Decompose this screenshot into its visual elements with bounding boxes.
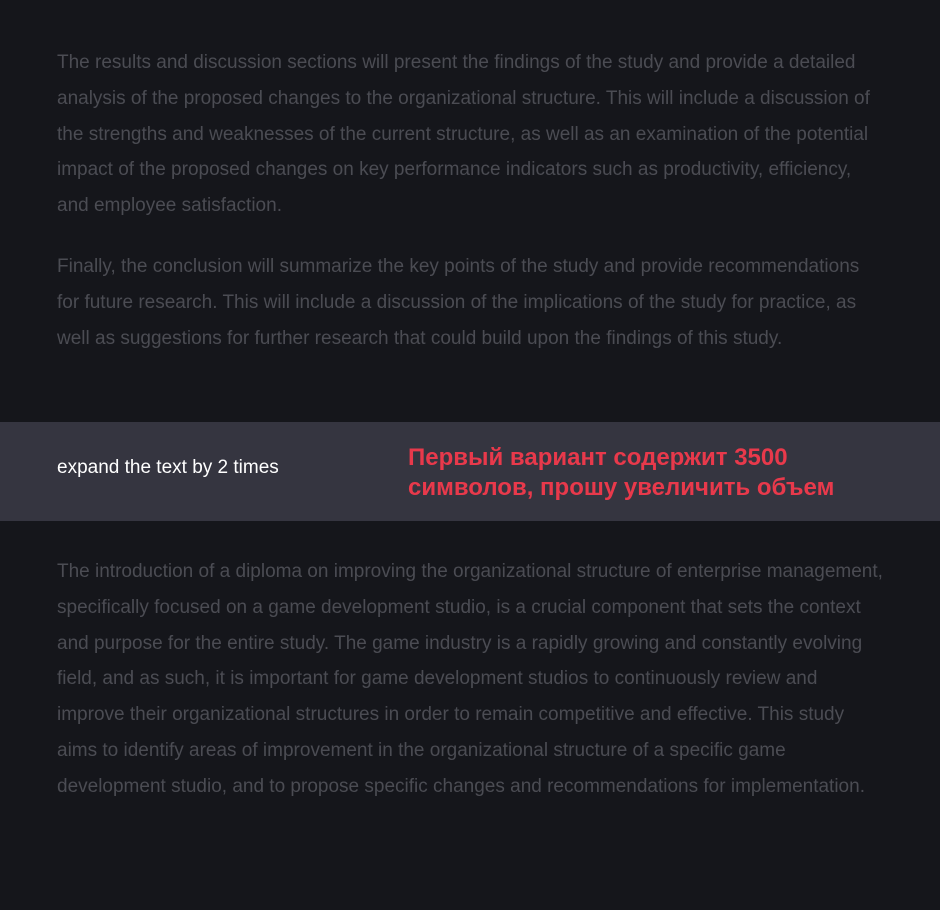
user-message-text: expand the text by 2 times [57, 457, 279, 478]
user-message-row [0, 422, 940, 521]
response-paragraph: The introduction of a diploma on improving the organizational structure of enterprise management, specifically focused on a game development studio, is a crucial component that sets the context and purpose for the entire study. The game industry is a rapidly growing and constantly evolving field, and as such, it is important for game development studios to continuously review and improve their organizational structures in order to remain competitive and effective. This study aims to identify areas of improvement in the organizational structure of a specific game development studio, and to propose specific changes and recommendations for implementation. [57, 561, 883, 797]
assistant-message-previous [0, 45, 940, 356]
response-paragraph: Finally, the conclusion will summarize the key points of the study and provide recommendations for future research. This will include a discussion of the implications of the study for practice, as well as suggestions for further research that could build upon the findings of this study. [57, 255, 860, 349]
assistant-message-current [0, 554, 940, 805]
response-paragraph: The results and discussion sections will present the findings of the study and provide a detailed analysis of the proposed changes to the organizational structure. This will include a discussion of the strengths and weaknesses of the current structure, as well as an examination of the potential impact of the proposed changes on key performance indicators such as productivity, efficiency, and employee satisfaction. [57, 52, 870, 217]
red-annotation-text: Первый вариант содержит 3500 символов, прошу увеличить объем [408, 444, 835, 501]
